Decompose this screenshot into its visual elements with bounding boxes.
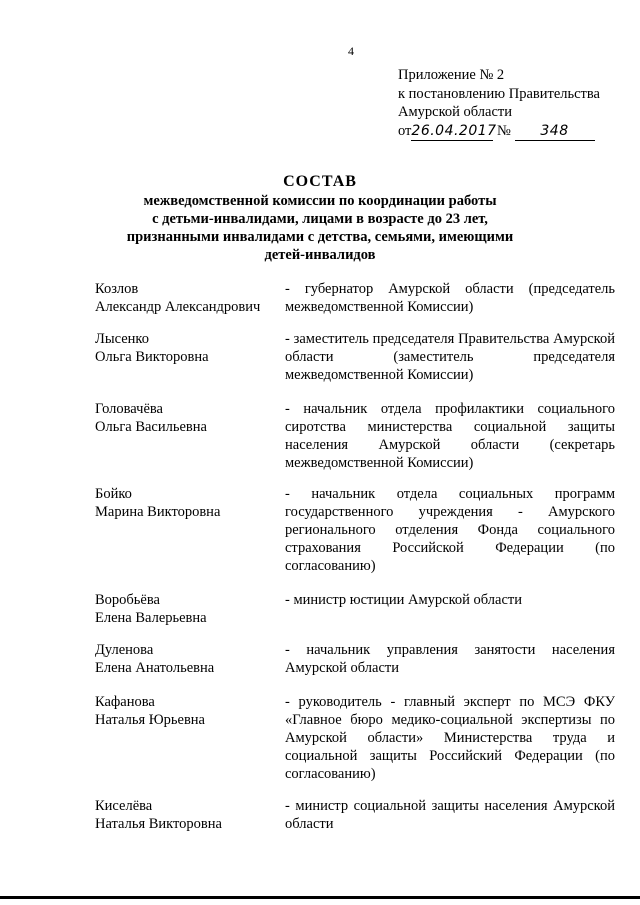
appendix-line-3: Амурской области (398, 104, 512, 120)
document-subtitle: межведомственной комиссии по координации работы с детьми-инвалидами, лицами в возрасте до 23 лет, признанными инвалидами с детства, семьями, имеющими детей-инвалидов (126, 193, 514, 263)
member-name: Головачёва Ольга Васильевна (95, 401, 207, 435)
member-position: - начальник управления занятости населения Амурской области (285, 642, 615, 676)
handwritten-date: 26.04.2017 (411, 122, 493, 142)
member-name: Дуленова Елена Анатольевна (95, 642, 215, 676)
appendix-line-2: к постановлению Правительства (398, 85, 600, 102)
member-name: Бойко Марина Викторовна (95, 486, 221, 520)
date-prefix: от (398, 122, 412, 139)
member-position: - начальник отдела социальных программ государственного учреждения - Амурского регионального отделения Фонда социального страхования Российской Федерации (по согласованию) (285, 486, 615, 574)
member-name: Лысенко Ольга Викторовна (95, 331, 209, 365)
member-position: - губернатор Амурской области (председатель межведомственной Комиссии) (285, 281, 615, 315)
member-position: - заместитель председателя Правительства Амурской области (заместитель председателя межведомственной Комиссии) (285, 331, 615, 383)
member-name: Воробьёва Елена Валерьевна (95, 592, 207, 626)
document-title: СОСТАВ (283, 173, 357, 190)
appendix-header (398, 66, 600, 141)
member-position: - руководитель - главный эксперт по МСЭ ФКУ «Главное бюро медико-социальной экспертизы по Амурской области» Министерства труда и социальной защиты Российский Федерации (по согласованию) (285, 694, 615, 782)
appendix-date-line (398, 122, 600, 142)
page-number: 4 (348, 44, 354, 58)
member-position: - начальник отдела профилактики социального сиротства министерства социальной защиты населения Амурской области (секретарь межведомственной Комиссии) (285, 401, 615, 471)
member-name: Киселёва Наталья Викторовна (95, 798, 222, 832)
handwritten-number: 348 (515, 122, 595, 142)
page-bottom-edge (0, 896, 640, 899)
member-position: - министр юстиции Амурской области (285, 592, 522, 608)
number-prefix: № (497, 122, 511, 139)
appendix-line-1: Приложение № 2 (398, 67, 505, 83)
member-name: Козлов Александр Александрович (95, 281, 261, 315)
member-position: - министр социальной защиты населения Амурской области (285, 798, 615, 832)
member-name: Кафанова Наталья Юрьевна (95, 694, 205, 728)
